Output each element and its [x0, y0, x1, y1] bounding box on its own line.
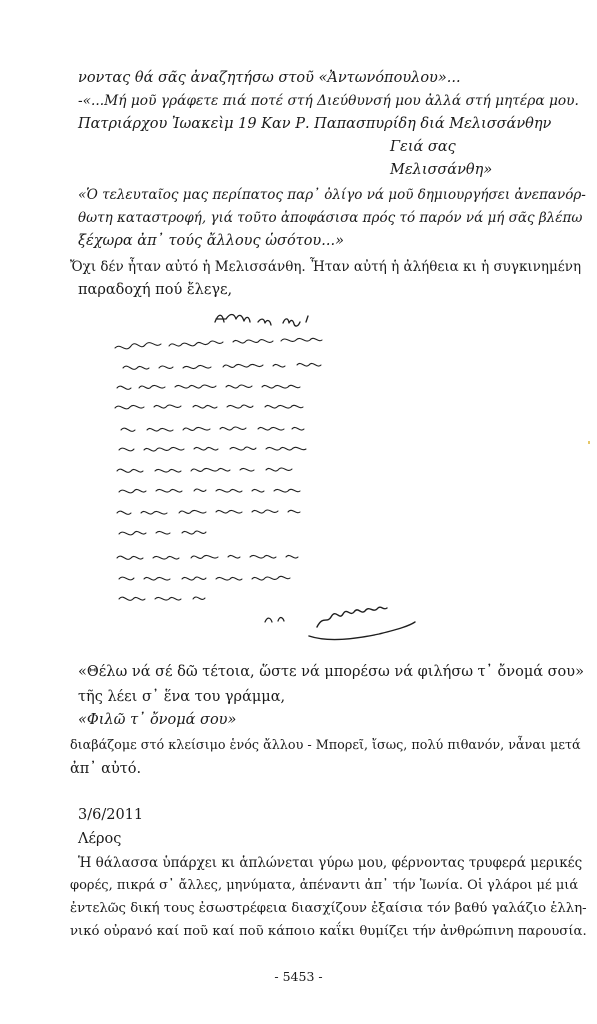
page-number: - 5453 -: [274, 969, 323, 984]
text-line-13: «Φιλῶ τ᾽ ὄνομά σου»: [78, 712, 237, 728]
text-line-8: ξέχωρα ἀπ᾽ τούς ἄλλους ὡσότου...»: [78, 233, 344, 249]
text-line-7: θωτη καταστροφή, γιά τοῦτο ἀποφάσισα πρός τό παρόν νά μή σᾶς βλέπω: [78, 210, 583, 226]
closing-greeting: Γειά σας: [390, 139, 456, 155]
entry-date: 3/6/2011: [78, 807, 144, 823]
text-line-11: «Θέλω νά σέ δῶ τέτοια, ὥστε νά μπορέσω νά φιλήσω τ᾽ ὄνομά σου»: [78, 664, 584, 680]
text-line-21: νικό οὐρανό καί ποῦ καί ποῦ κάποιο καΐκι θυμίζει τήν ἀνθρώπινη παρουσία.: [70, 924, 587, 939]
text-line-2: -«...Μή μοῦ γράφετε πιά ποτέ στή Διεύθυνσή μου ἀλλά στή μητέρα μου.: [78, 93, 579, 109]
text-line-3: Πατριάρχου Ἰωακεὶμ 19 Καν Ρ. Παπασπυρίδη διά Μελισσάνθην: [78, 116, 552, 132]
signature-name: Μελισσάνθη»: [390, 162, 493, 178]
entry-place: Λέρος: [78, 831, 122, 847]
text-line-14: διαβάζομε στό κλείσιμο ἑνός ἄλλου - Μπορεῖ, ἴσως, πολύ πιθανόν, νἆναι μετά: [70, 738, 581, 753]
text-line-19: φορές, πικρά σ᾽ ἄλλες, μηνύματα, ἀπέναντι ἀπ᾽ τήν Ἰωνία. Οἱ γλάροι μέ μιά: [70, 878, 579, 893]
handwritten-letter-image: [95, 300, 515, 655]
text-line-20: ἐντελῶς δική τους ἐσωστρέφεια διασχίζουν ἐξαίσια τόν βαθύ γαλάζιο ἑλλη-: [70, 901, 587, 916]
text-line-1: νοντας θά σᾶς ἀναζητήσω στοῦ «Ἀντωνόπουλου»...: [78, 70, 461, 86]
paper-speck: [588, 441, 590, 444]
text-line-6: «Ὁ τελευταῖος μας περίπατος παρ᾽ ὀλίγο νά μοῦ δημιουργήσει ἀνεπανόρ-: [78, 187, 586, 203]
text-line-18: Ἡ θάλασσα ὑπάρχει κι ἁπλώνεται γύρω μου, φέρνοντας τρυφερά μερικές: [78, 855, 583, 871]
text-line-12: τῆς λέει σ᾽ ἕνα του γράμμα,: [78, 689, 286, 705]
text-line-10: παραδοχή πού ἔλεγε,: [78, 282, 233, 298]
text-line-9: Ὄχι δέν ἦταν αὐτό ἡ Μελισσάνθη. Ἦταν αὐτή ἡ ἀλήθεια κι ἡ συγκινημένη: [70, 259, 582, 275]
text-line-15: ἀπ᾽ αὐτό.: [70, 761, 142, 777]
